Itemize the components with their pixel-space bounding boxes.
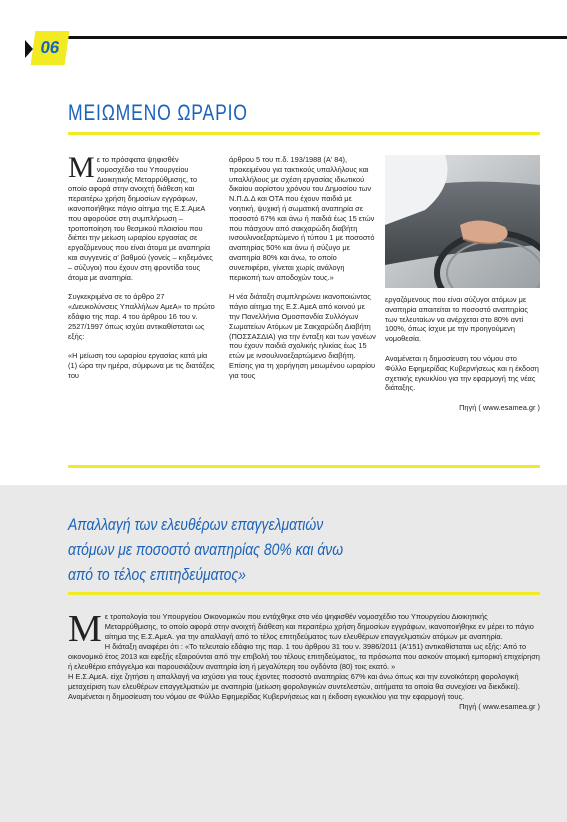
title-underline bbox=[68, 132, 540, 135]
paragraph: Η διάταξη αναφέρει ότι : «Το τελευταίο εδάφιο της παρ. 1 του άρθρου 31 του ν. 3986/2011 (Α'151) αντικαθίσταται ως εξής: Από το οικονομικό έτος 2013 και εφεξής εξαιρούνται από την επιβολή του τέλους επιτηδεύματος, τα πρόσωπα που ασκούν ατομική εμπορική επιχείρηση ή ελευθέριο επάγγελμα και παρουσιάζουν αναπηρία ίση ή μεγαλύτερη του ογδόντα (80) τοις εκατό. » bbox=[68, 642, 540, 671]
title-underline-2 bbox=[68, 592, 540, 595]
paragraph: Η Ε.Σ.ΑμεΑ. είχε ζητήσει η απαλλαγή να ισχύσει για τους έχοντες ποσοστό αναπηρίας 67% και άνω όπως και την ευνοϊκότερη φορολογική μεταχείριση των ελευθέρων επαγγελματιών με αναπηρία (μείωση φορολογικών συντελεστών, αιτήματα τα οποία θα συνεχίσει να διεκδικεί). bbox=[68, 672, 520, 691]
paragraph: ε το πρόσφατα ψηφισθέν νομοσχέδιο του Υπουργείου Διοικητικής Μεταρρύθμισης, το οποίο αφορά στην ανοιχτή διάθεση και περαιτέρω χρήση δημοσίων εγγράφων, ικανοποιήθηκε πάγιο αίτημα της Ε.Σ.ΑμεΑ που αφορούσε στη συμπλήρωση – τροποποίηση του θεσμικού πλαισίου που διέπει την μείωση ωραρίου εργασίας σε εργαζόμενους που είναι άτομα με αναπηρία και συγγενείς α' βαθμού (γονείς – κηδεμόνες – σύζυγοι) που έχουν στη φροντίδα τους άτομα με αναπηρία. bbox=[68, 155, 213, 282]
paragraph: άρθρου 5 του π.δ. 193/1988 (Α' 84), προκειμένου για τακτικούς υπαλλήλους και υπαλλήλους με σχέση εργασίας ιδιωτικού δικαίου αορίστου χρόνου του Δημοσίου των Ν.Π.Δ.Δ και ΟΤΑ που έχουν παιδιά με νοητική, ψυχική ή σωματική αναπηρία σε ποσοστό 67% και άνω ή παιδιά έως 15 ετών που πάσχουν από σακχαρώδη διαβήτη ινσουλινοεξαρτώμενο ή τύπου 1 με ποσοστό αναπηρίας 50% και άνω ή σύζυγο με αναπηρία 80% και άνω, το οποίο συνεπιφέρει, γίνεται χωρίς ανάλογη περικοπή των αποδοχών τους.» bbox=[229, 155, 375, 282]
drop-cap: Μ bbox=[68, 151, 95, 184]
title-line: από το τέλος επιτηδεύματος» bbox=[68, 565, 246, 584]
paragraph: Αναμένεται η δημοσίευση του νόμου στο Φύλλο Εφημερίδας Κυβερνήσεως και η έκδοση σχετικής εγκυκλίου για την εφαρμογή της νέας διάταξης. bbox=[385, 353, 539, 393]
article-title-2 bbox=[68, 512, 343, 587]
title-line: Απαλλαγή των ελευθέρων επαγγελματιών bbox=[68, 515, 324, 534]
section-divider bbox=[68, 465, 540, 468]
article-body-2 bbox=[68, 608, 540, 712]
paragraph: ε τροπολογία του Υπουργείου Οικονομικών που εντάχθηκε στο νέο ψηφισθέν νομοσχέδιο του Υπουργείου Διοικητικής Μεταρρύθμισης, το οποίο αφορά στην ανοιχτή διάθεση και περαιτέρω χρήση δημοσίων εγγράφων, ικανοποιήθηκε εν μέρει το πάγιο αίτημα της Ε.Σ.ΑμεΑ. για την απαλλαγή από το τέλος επιτηδεύματος των ελευθέρων επαγγελματιών ατόμων με αναπηρία. bbox=[104, 612, 534, 641]
article-column-1 bbox=[68, 151, 216, 391]
page-number: 06 bbox=[31, 31, 70, 65]
header-rule bbox=[40, 36, 567, 39]
article-column-2 bbox=[229, 155, 376, 391]
paragraph: Η νέα διάταξη συμπληρώνει ικανοποιώντας πάγιο αίτημα της Ε.Σ.ΑμεΑ από κοινού με την Πανελλήνια Ομοσπονδία Συλλόγων Σωματείων Ατόμων με Σακχαρώδη Διαβήτη (ΠΟΣΣΑΣΔΙΑ) για την ένταξη και των γονέων που έχουν παιδιά σχολικής ηλικίας έως 15 ετών με ινσουλινοεξαρτώμενο διαβήτη. Επίσης για τη χορήγηση μειωμένου ωραρίου για τους bbox=[229, 292, 376, 380]
paragraph: Αναμένεται η δημοσίευση του νόμου σε Φύλλο Εφημερίδας Κυβερνήσεως και η έκδοση εγκυκλίου για την εφαρμογή τους. bbox=[68, 692, 465, 701]
title-line: ατόμων με ποσοστό αναπηρίας 80% και άνω bbox=[68, 540, 344, 559]
paragraph: εργαζόμενους που είναι σύζυγοι ατόμων με αναπηρία απαιτείται το ποσοστό αναπηρίας των τελευταίων να ανέρχεται στο 80% αντί 100%, όπως ίσχυε με την προηγούμενη νομοθεσία. bbox=[385, 295, 528, 344]
article-column-3 bbox=[385, 295, 540, 423]
source-credit: Πηγή ( www.esamea.gr ) bbox=[459, 403, 540, 413]
paragraph: «Η μείωση του ωραρίου εργασίας κατά μία (1) ώρα την ημέρα, σύμφωνα με τις διατάξεις του bbox=[68, 351, 215, 380]
wheelchair-photo bbox=[385, 155, 540, 288]
paragraph: Συγκεκριμένα σε το άρθρο 27 «Διευκολύνσεις Υπαλλήλων ΑμεΑ» το πρώτο εδάφιο της παρ. 4 του άρθρου 16 του ν. 2527/1997 όπως ισχύει αντικαθίσταται ως εξής: bbox=[68, 292, 215, 341]
wheelchair-photo-icon bbox=[385, 155, 540, 288]
drop-cap: Μ bbox=[68, 608, 102, 650]
article-title: ΜΕΙΩΜΕΝΟ ΩΡΑΡΙΟ bbox=[68, 100, 248, 125]
source-credit: Πηγή ( www.esamea.gr ) bbox=[459, 702, 540, 711]
